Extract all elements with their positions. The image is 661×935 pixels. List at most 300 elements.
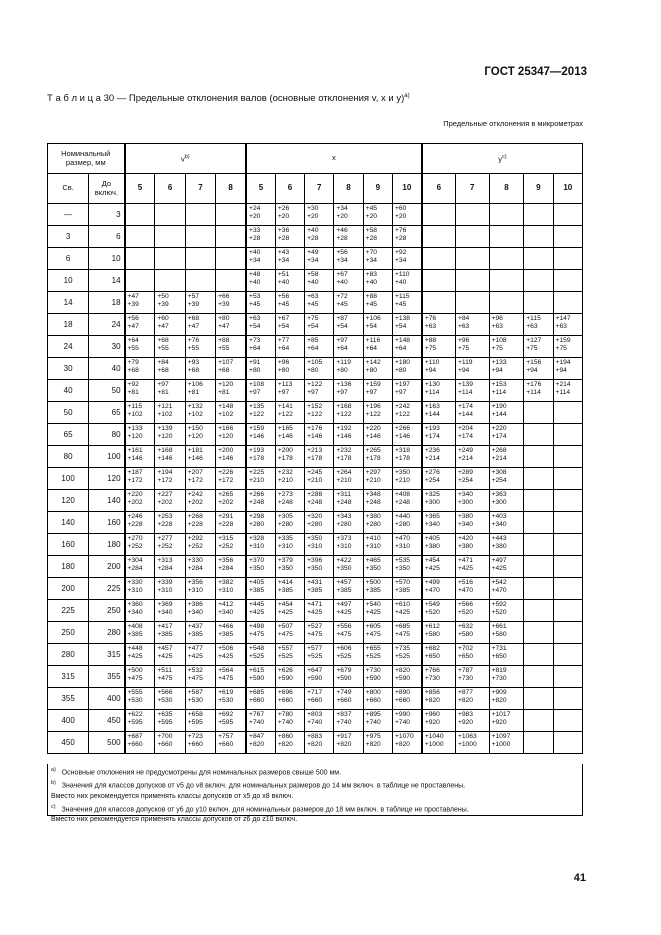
lower-deviation: +228	[218, 521, 234, 528]
size-from: 50	[48, 402, 89, 424]
lower-deviation: +172	[187, 477, 203, 484]
upper-deviation: +412	[218, 601, 234, 608]
table-row	[48, 512, 583, 534]
deviation-cell-y7	[455, 270, 489, 292]
upper-deviation: +566	[457, 601, 474, 608]
upper-deviation: +265	[365, 447, 381, 454]
deviation-cell-y6	[422, 688, 456, 710]
lower-deviation: +178	[336, 455, 352, 462]
upper-deviation: +232	[277, 469, 293, 476]
upper-deviation: +291	[218, 513, 234, 520]
upper-deviation: +470	[394, 535, 411, 542]
deviation-cell-y8	[489, 710, 524, 732]
upper-deviation: +960	[424, 711, 440, 718]
lower-deviation: +920	[424, 719, 440, 726]
grade-header-x10: 10	[392, 174, 421, 204]
deviation-cell-v6	[155, 732, 185, 754]
size-to: 6	[89, 226, 125, 248]
lower-deviation: +385	[307, 587, 323, 594]
lower-deviation: +146	[277, 433, 293, 440]
deviation-cell-x9	[363, 204, 392, 226]
deviation-cell-v8	[216, 732, 246, 754]
lower-deviation: +75	[457, 345, 470, 352]
upper-deviation: +787	[457, 667, 474, 674]
upper-deviation: +382	[218, 579, 234, 586]
lower-deviation: +310	[127, 587, 143, 594]
lower-deviation: +525	[307, 653, 323, 660]
deviation-cell-x10	[392, 292, 421, 314]
deviation-cell-x7	[305, 490, 334, 512]
upper-deviation: +348	[365, 491, 381, 498]
size-to: 160	[89, 512, 125, 534]
upper-deviation: +121	[157, 403, 173, 410]
footnote-mark: b)	[51, 780, 56, 787]
upper-deviation: +757	[218, 733, 234, 740]
lower-deviation: +280	[277, 521, 293, 528]
deviation-cell-v8	[216, 358, 246, 380]
upper-deviation: +181	[187, 447, 203, 454]
table-caption	[47, 93, 410, 104]
lower-deviation: +475	[307, 631, 323, 638]
deviation-cell-x10	[392, 358, 421, 380]
upper-deviation: +30	[307, 205, 319, 212]
deviation-cell-y7	[455, 226, 489, 248]
upper-deviation: +165	[277, 425, 293, 432]
lower-deviation: +590	[365, 675, 381, 682]
deviation-cell-y9	[524, 446, 553, 468]
lower-deviation: +310	[277, 543, 293, 550]
lower-deviation: +146	[336, 433, 352, 440]
upper-deviation: +431	[307, 579, 323, 586]
deviation-cell-x5	[246, 622, 275, 644]
deviation-cell-x9	[363, 644, 392, 666]
lower-deviation: +210	[394, 477, 411, 484]
upper-deviation: +130	[424, 381, 440, 388]
to-header: До включ.	[89, 174, 125, 204]
deviation-cell-y7	[455, 292, 489, 314]
deviation-cell-y8	[489, 578, 524, 600]
upper-deviation: +242	[187, 491, 203, 498]
table-row	[48, 446, 583, 468]
upper-deviation: +96	[277, 359, 290, 366]
upper-deviation: +408	[127, 623, 143, 630]
lower-deviation: +47	[218, 323, 230, 330]
deviation-cell-x5	[246, 446, 275, 468]
deviation-cell-v5	[125, 204, 155, 226]
upper-deviation: +420	[457, 535, 474, 542]
deviation-cell-x9	[363, 556, 392, 578]
upper-deviation: +97	[157, 381, 169, 388]
deviation-cell-y8	[489, 644, 524, 666]
deviation-cell-x10	[392, 490, 421, 512]
deviation-cell-v7	[185, 248, 215, 270]
upper-deviation: +877	[457, 689, 474, 696]
deviation-cell-y7	[455, 358, 489, 380]
size-to: 355	[89, 666, 125, 688]
size-from: 14	[48, 292, 89, 314]
deviation-cell-v7	[185, 204, 215, 226]
lower-deviation: +174	[457, 433, 474, 440]
lower-deviation: +210	[307, 477, 323, 484]
deviation-cell-x5	[246, 578, 275, 600]
size-to: 18	[89, 292, 125, 314]
size-from: 40	[48, 380, 89, 402]
upper-deviation: +116	[365, 337, 381, 344]
deviation-cell-v7	[185, 270, 215, 292]
upper-deviation: +500	[127, 667, 143, 674]
deviation-cell-x6	[275, 644, 304, 666]
deviation-cell-v7	[185, 710, 215, 732]
lower-deviation: +40	[365, 279, 378, 286]
deviation-cell-x6	[275, 226, 304, 248]
upper-deviation: +465	[365, 557, 381, 564]
size-from: 280	[48, 644, 89, 666]
deviation-cell-v6	[155, 358, 185, 380]
upper-deviation: +225	[249, 469, 265, 476]
deviation-cell-v5	[125, 490, 155, 512]
upper-deviation: +883	[307, 733, 323, 740]
upper-deviation: +564	[218, 667, 234, 674]
lower-deviation: +385	[187, 631, 203, 638]
lower-deviation: +122	[365, 411, 381, 418]
upper-deviation: +780	[277, 711, 293, 718]
upper-deviation: +200	[218, 447, 234, 454]
lower-deviation: +820	[336, 741, 352, 748]
upper-deviation: +457	[336, 579, 352, 586]
deviation-cell-v5	[125, 622, 155, 644]
lower-deviation: +214	[491, 455, 507, 462]
lower-deviation: +114	[457, 389, 473, 396]
upper-deviation: +343	[336, 513, 352, 520]
upper-deviation: +148	[394, 337, 411, 344]
upper-deviation: +96	[491, 315, 503, 322]
upper-deviation: +245	[307, 469, 323, 476]
lower-deviation: +210	[249, 477, 265, 484]
deviation-cell-x10	[392, 226, 421, 248]
lower-deviation: +740	[336, 719, 352, 726]
deviation-cell-v5	[125, 556, 155, 578]
upper-deviation: +437	[187, 623, 203, 630]
group-letter: x	[332, 153, 336, 163]
upper-deviation: +135	[249, 403, 265, 410]
upper-deviation: +632	[457, 623, 474, 630]
upper-deviation: +856	[424, 689, 440, 696]
upper-deviation: +168	[157, 447, 173, 454]
lower-deviation: +660	[277, 697, 293, 704]
deviation-cell-x5	[246, 248, 275, 270]
upper-deviation: +417	[157, 623, 173, 630]
deviation-cell-x8	[334, 556, 363, 578]
deviation-cell-v5	[125, 358, 155, 380]
deviation-cell-y8	[489, 380, 524, 402]
table-footnotes	[47, 764, 583, 823]
deviation-cell-y6	[422, 314, 456, 336]
deviation-cell-y10	[553, 248, 582, 270]
deviation-cell-v6	[155, 424, 185, 446]
lower-deviation: +380	[424, 543, 440, 550]
caption-footnote-mark: а)	[404, 93, 410, 99]
size-to: 180	[89, 534, 125, 556]
deviation-cell-y9	[524, 336, 553, 358]
upper-deviation: +110	[424, 359, 440, 366]
group-header-y	[422, 144, 583, 174]
lower-deviation: +595	[127, 719, 143, 726]
table-row	[48, 204, 583, 226]
deviation-cell-v8	[216, 336, 246, 358]
lower-deviation: +146	[394, 433, 411, 440]
deviation-cell-x5	[246, 666, 275, 688]
lower-deviation: +280	[394, 521, 411, 528]
lower-deviation: +475	[218, 675, 234, 682]
lower-deviation: +45	[277, 301, 290, 308]
lower-deviation: +20	[277, 213, 290, 220]
upper-deviation: +477	[187, 645, 203, 652]
lower-deviation: +650	[424, 653, 440, 660]
upper-deviation: +440	[394, 513, 411, 520]
upper-deviation: +1063	[457, 733, 477, 740]
upper-deviation: +356	[187, 579, 203, 586]
deviation-cell-x8	[334, 644, 363, 666]
lower-deviation: +310	[365, 543, 381, 550]
upper-deviation: +615	[249, 667, 265, 674]
lower-deviation: +525	[277, 653, 293, 660]
deviation-cell-v6	[155, 666, 185, 688]
upper-deviation: +56	[277, 293, 290, 300]
deviation-cell-y8	[489, 248, 524, 270]
lower-deviation: +64	[394, 345, 407, 352]
deviation-cell-x7	[305, 600, 334, 622]
deviation-cell-y10	[553, 490, 582, 512]
upper-deviation: +679	[336, 667, 352, 674]
deviation-cell-y10	[553, 402, 582, 424]
upper-deviation: +132	[187, 403, 203, 410]
lower-deviation: +28	[307, 235, 319, 242]
lower-deviation: +54	[336, 323, 348, 330]
lower-deviation: +214	[424, 455, 440, 462]
lower-deviation: +114	[491, 389, 507, 396]
upper-deviation: +47	[127, 293, 139, 300]
size-to: 50	[89, 380, 125, 402]
upper-deviation: +270	[127, 535, 143, 542]
upper-deviation: +268	[187, 513, 203, 520]
upper-deviation: +53	[249, 293, 261, 300]
lower-deviation: +740	[277, 719, 293, 726]
lower-deviation: +530	[187, 697, 203, 704]
deviation-cell-x10	[392, 314, 421, 336]
upper-deviation: +685	[394, 623, 411, 630]
upper-deviation: +566	[157, 689, 173, 696]
lower-deviation: +45	[394, 301, 407, 308]
lower-deviation: +20	[307, 213, 319, 220]
page-number: 41	[573, 872, 586, 884]
table-row	[48, 468, 583, 490]
lower-deviation: +1000	[457, 741, 477, 748]
upper-deviation: +297	[365, 469, 381, 476]
grade-header-v6: 6	[155, 174, 185, 204]
deviation-cell-y6	[422, 446, 456, 468]
deviation-cell-x10	[392, 534, 421, 556]
grade-header-x7: 7	[305, 174, 334, 204]
deviation-cell-v5	[125, 732, 155, 754]
lower-deviation: +64	[336, 345, 348, 352]
deviation-cell-y10	[553, 314, 582, 336]
lower-deviation: +525	[365, 653, 381, 660]
upper-deviation: +108	[491, 337, 507, 344]
lower-deviation: +97	[336, 389, 348, 396]
lower-deviation: +385	[157, 631, 173, 638]
deviation-cell-y7	[455, 248, 489, 270]
lower-deviation: +34	[249, 257, 261, 264]
deviation-cell-y9	[524, 248, 553, 270]
upper-deviation: +56	[336, 249, 348, 256]
deviation-cell-y7	[455, 732, 489, 754]
footnote-line	[51, 792, 579, 802]
group-footnote-mark: c)	[501, 154, 507, 160]
upper-deviation: +661	[491, 623, 507, 630]
upper-deviation: +133	[127, 425, 143, 432]
upper-deviation: +63	[249, 315, 261, 322]
deviation-cell-y9	[524, 380, 553, 402]
deviation-cell-x10	[392, 446, 421, 468]
deviation-cell-v6	[155, 468, 185, 490]
upper-deviation: +84	[457, 315, 470, 322]
deviation-cell-y8	[489, 292, 524, 314]
deviation-cell-v7	[185, 380, 215, 402]
upper-deviation: +88	[218, 337, 230, 344]
deviation-cell-y8	[489, 666, 524, 688]
lower-deviation: +68	[218, 367, 230, 374]
footnote-text: Значения для классов допусков от y6 до y10 включ. для номинальных размеров до 18 мм включ. в таблице не проставлены.	[61, 805, 469, 813]
deviation-cell-x6	[275, 490, 304, 512]
lower-deviation: +740	[307, 719, 323, 726]
upper-deviation: +60	[394, 205, 407, 212]
table-row	[48, 270, 583, 292]
upper-deviation: +119	[336, 359, 351, 366]
deviation-cell-x7	[305, 446, 334, 468]
deviation-cell-x9	[363, 336, 392, 358]
table-row	[48, 248, 583, 270]
deviation-cell-x6	[275, 248, 304, 270]
lower-deviation: +47	[157, 323, 169, 330]
deviation-cell-y10	[553, 710, 582, 732]
deviation-cell-v8	[216, 248, 246, 270]
deviation-cell-y9	[524, 600, 553, 622]
upper-deviation: +1040	[424, 733, 444, 740]
size-from: 65	[48, 424, 89, 446]
upper-deviation: +749	[336, 689, 352, 696]
deviation-cell-x10	[392, 204, 421, 226]
upper-deviation: +497	[336, 601, 352, 608]
deviation-cell-x6	[275, 468, 304, 490]
lower-deviation: +380	[491, 543, 507, 550]
upper-deviation: +207	[187, 469, 203, 476]
upper-deviation: +142	[365, 359, 381, 366]
lower-deviation: +94	[526, 367, 538, 374]
lower-deviation: +425	[218, 653, 234, 660]
deviation-cell-y8	[489, 314, 524, 336]
lower-deviation: +45	[336, 301, 348, 308]
deviation-cell-x9	[363, 534, 392, 556]
upper-deviation: +141	[277, 403, 293, 410]
lower-deviation: +64	[277, 345, 290, 352]
lower-deviation: +590	[277, 675, 293, 682]
lower-deviation: +146	[187, 455, 203, 462]
table-row	[48, 732, 583, 754]
lower-deviation: +146	[127, 455, 143, 462]
deviation-cell-v7	[185, 688, 215, 710]
lower-deviation: +68	[127, 367, 139, 374]
deviation-cell-x8	[334, 358, 363, 380]
upper-deviation: +766	[424, 667, 440, 674]
deviation-cell-v5	[125, 468, 155, 490]
lower-deviation: +820	[457, 697, 474, 704]
lower-deviation: +252	[127, 543, 143, 550]
upper-deviation: +40	[249, 249, 261, 256]
upper-deviation: +152	[307, 403, 323, 410]
deviation-cell-v5	[125, 226, 155, 248]
lower-deviation: +385	[336, 587, 352, 594]
deviation-cell-v6	[155, 534, 185, 556]
lower-deviation: +47	[127, 323, 139, 330]
upper-deviation: +122	[307, 381, 323, 388]
upper-deviation: +917	[336, 733, 352, 740]
deviation-cell-v7	[185, 336, 215, 358]
deviation-cell-x10	[392, 248, 421, 270]
deviation-cell-y8	[489, 204, 524, 226]
lower-deviation: +228	[157, 521, 173, 528]
lower-deviation: +520	[457, 609, 474, 616]
lower-deviation: +40	[277, 279, 290, 286]
lower-deviation: +55	[187, 345, 200, 352]
lower-deviation: +590	[307, 675, 323, 682]
upper-deviation: +340	[457, 491, 474, 498]
size-from: 315	[48, 666, 89, 688]
lower-deviation: +28	[336, 235, 348, 242]
deviation-cell-y6	[422, 424, 456, 446]
deviation-cell-v7	[185, 556, 215, 578]
deviation-cell-v7	[185, 600, 215, 622]
deviation-cell-v6	[155, 446, 185, 468]
lower-deviation: +202	[157, 499, 173, 506]
upper-deviation: +232	[336, 447, 352, 454]
lower-deviation: +210	[336, 477, 352, 484]
deviation-cell-y8	[489, 402, 524, 424]
deviation-cell-x6	[275, 358, 304, 380]
deviation-cell-y10	[553, 600, 582, 622]
lower-deviation: +178	[394, 455, 411, 462]
deviation-cell-y10	[553, 204, 582, 226]
deviation-cell-y8	[489, 688, 524, 710]
upper-deviation: +448	[127, 645, 143, 652]
group-header-v	[125, 144, 247, 174]
upper-deviation: +87	[336, 315, 348, 322]
deviation-cell-v6	[155, 622, 185, 644]
upper-deviation: +92	[127, 381, 139, 388]
deviation-cell-y6	[422, 490, 456, 512]
lower-deviation: +34	[394, 257, 407, 264]
deviation-cell-x8	[334, 512, 363, 534]
deviation-cell-y6	[422, 622, 456, 644]
deviation-cell-x8	[334, 270, 363, 292]
table-row	[48, 402, 583, 424]
deviation-cell-y9	[524, 204, 553, 226]
lower-deviation: +350	[249, 565, 265, 572]
deviation-cell-x10	[392, 468, 421, 490]
upper-deviation: +723	[187, 733, 203, 740]
upper-deviation: +847	[249, 733, 265, 740]
lower-deviation: +146	[157, 455, 173, 462]
deviation-cell-y8	[489, 534, 524, 556]
